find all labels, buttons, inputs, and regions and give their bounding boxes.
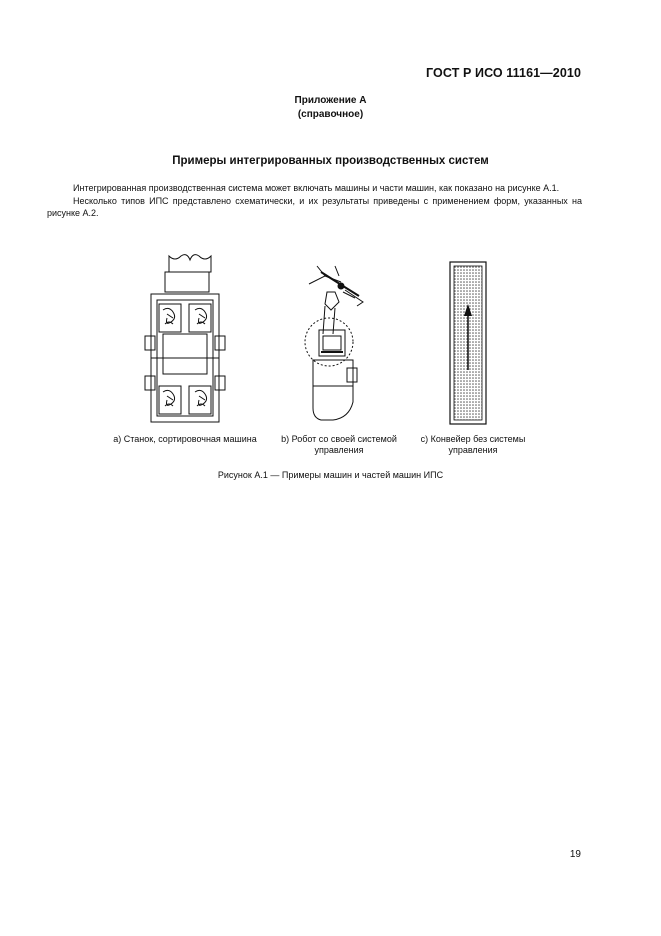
caption-a: а) Станок, сортировочная машина	[113, 434, 257, 444]
annex-heading	[0, 94, 661, 122]
annex-title: Приложение А	[294, 95, 367, 106]
conveyor-drawing	[448, 260, 488, 426]
figure-a1	[0, 248, 661, 455]
paragraph: Несколько типов ИПС представлено схематически, и их результаты приведены с применением форм, указанных на рисунке А.2.	[47, 195, 582, 218]
page-number: 19	[569, 849, 581, 860]
caption-b: b) Робот со своей системой управления	[281, 434, 397, 455]
robot-drawing	[295, 262, 375, 424]
body-text	[47, 182, 582, 220]
machine-tool-drawing	[143, 254, 227, 430]
paragraph: Интегрированная производственная система может включать машины и части машин, как показано на рисунке А.1.	[73, 183, 560, 193]
caption-c: с) Конвейер без системы управления	[420, 434, 526, 455]
section-title: Примеры интегрированных производственных систем	[172, 155, 489, 167]
annex-subtitle: (справочное)	[297, 109, 364, 120]
figure-title: Рисунок А.1 — Примеры машин и частей машин ИПС	[217, 470, 444, 480]
document-code: ГОСТ Р ИСО 11161—2010	[426, 66, 581, 80]
